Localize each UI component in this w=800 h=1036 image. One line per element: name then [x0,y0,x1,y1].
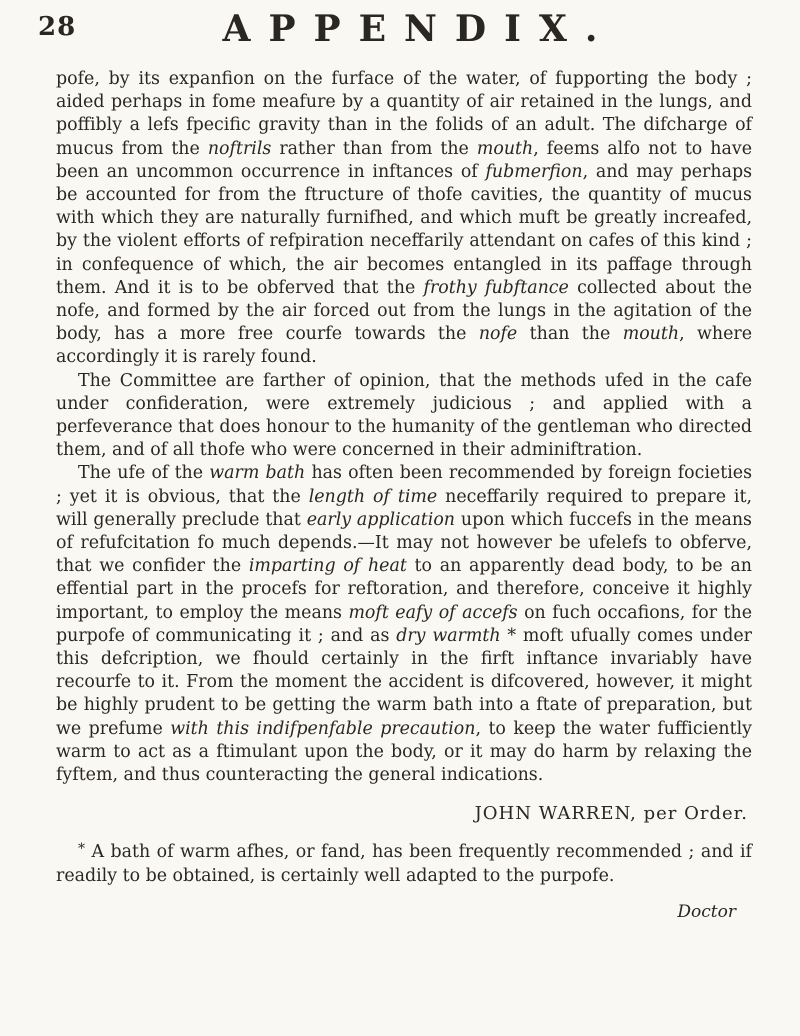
page-title: APPENDIX. [222,8,616,50]
page-number: 28 [38,12,77,42]
body-text [56,68,752,922]
footnote-marker: * [78,841,85,858]
running-head [38,4,760,56]
footnote [56,838,752,887]
catchword: Doctor [677,901,736,922]
paragraph-2: The Committee are farther of opinion, that the methods ufed in the cafe under confideration, were extremely judicious ; and applied with a perfeverance that does honour to the humanity of the gentleman who directed them, and of all thofe who were concerned in their adminiftration. [56,370,752,461]
paragraph-1: pofe, by its expanfion on the furface of the water, of fupporting the body ; aided perhaps in fome meafure by a quantity of air retained in the lungs, and poffibly a lefs fpecific gravity than in the folids of an adult. The difcharge of mucus from the noftrils rather than from the mouth, feems alfo not to have been an uncommon occurrence in inftances of fubmerfion, and may perhaps be accounted for from the ftructure of thofe cavities, the quantity of mucus with which they are naturally furnifhed, and which muft be greatly increafed, by the violent efforts of refpiration neceffarily attendant on cafes of this kind ; in confequence of which, the air becomes entangled in its paffage through them. And it is to be obferved that the frothy fubftance collected about the nofe, and formed by the air forced out from the lungs in the agitation of the body, has a more free courfe towards the nofe than the mouth, where accordingly it is rarely found. [56,69,752,368]
paragraph-3: The ufe of the warm bath has often been recommended by foreign focieties ; yet it is obvious, that the length of time neceffarily required to prepare it, will generally preclude that early application upon which fuccefs in the means of refufcitation fo much depends.—It may not however be ufelefs to obferve, that we confider the imparting of heat to an apparently dead body, to be an effential part in the procefs for reftoration, and therefore, conceive it highly important, to employ the means moft eafy of accefs on fuch occafions, for the purpofe of communicating it ; and as dry warmth * moft ufually comes under this defcription, we fhould certainly in the firft inftance invariably have recourfe to it. From the moment the accident is difcovered, however, it might be highly prudent to be getting the warm bath into a ftate of preparation, but we prefume with this indifpenfable precaution, to keep the water fufficiently warm to act as a ftimulant upon the body, or it may do harm by relaxing the fyftem, and thus counteracting the general indications. [56,463,753,786]
footnote-text: A bath of warm afhes, or fand, has been frequently recommended ; and if readily to be obtained, is certainly well adapted to the purpofe. [56,842,752,886]
signature: JOHN WARREN, per Order. [474,803,748,825]
